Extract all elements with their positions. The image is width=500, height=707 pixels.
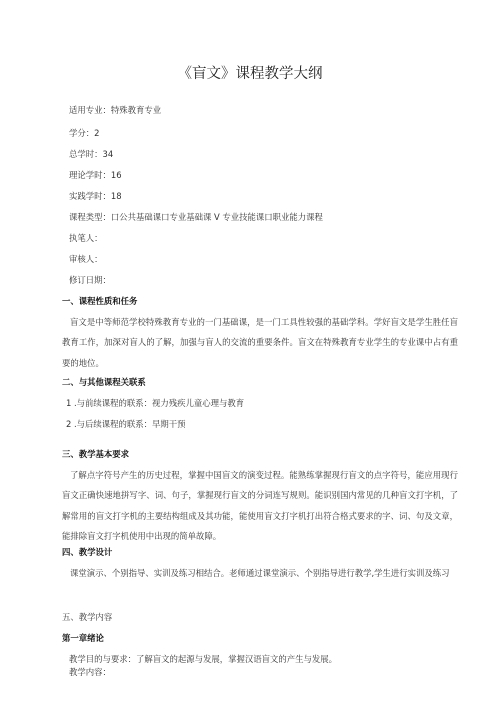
meta-author: 执笔人： (69, 233, 103, 243)
section-2-item-1: 1 .与前续课程的联系：视力残疾儿童心理与教育 (66, 398, 245, 408)
meta-theory-hours: 理论学时：16 (69, 170, 122, 180)
document-title: 《盲文》课程教学大纲 (177, 66, 323, 82)
section-4-heading: 四、教学设计 (62, 547, 113, 557)
section-1-body: 盲文是中等师范学校特殊教育专业的一门基础课，是一门工具性较强的基础学科。学好盲文是学生胜任盲教育工作，加深对盲人的了解，加强与盲人的交流的重要条件。盲文在特殊教育专业学生的专业课中占有重要的地位。 (62, 317, 458, 368)
section-4-body: 课堂演示、个别指导、实训及练习相结合。老师通过课堂演示、个别指导进行教学,学生进行实训及练习 (70, 568, 450, 578)
section-3-body: 了解点字符号产生的历史过程，掌握中国盲文的演变过程。能熟练掌握现行盲文的点字符号，能应用现行盲文正确快速地拼写字、词、句子，掌握现行盲文的分词连写规则。能识别国内常见的几种盲文打字机，了解常用的盲文打字机的主要结构组成及其功能，能使用盲文打字机打出符合格式要求的字、词、句及文章，能排除盲文打字机使用中出现的简单故障。 (62, 470, 458, 542)
section-5-heading: 五、教学内容 (62, 612, 113, 622)
section-2-heading: 二、与其他课程关联系 (62, 377, 146, 387)
meta-practice-hours: 实践学时：18 (69, 191, 122, 201)
meta-credits: 学分：2 (69, 128, 100, 138)
chapter-1-goal: 教学目的与要求：了解盲文的起源与发展，掌握汉语盲文的产生与发展。 (69, 654, 337, 664)
meta-revised: 修订日期： (69, 275, 111, 285)
meta-course-type: 课程类型：口公共基础课口专业基础课 V 专业技能课口职业能力课程 (69, 212, 323, 222)
section-3-heading: 三、教学基本要求 (62, 449, 129, 459)
section-1-heading: 一、课程性质和任务 (62, 296, 138, 306)
meta-total-hours: 总学时：34 (69, 149, 114, 159)
meta-major: 适用专业：特殊教育专业 (69, 105, 162, 115)
meta-reviewer: 审核人： (69, 254, 103, 264)
chapter-1-content: 教学内容： (69, 667, 111, 677)
section-2-item-2: 2 .与后续课程的联系：早期干预 (66, 419, 186, 429)
chapter-1-heading: 第一章绪论 (62, 633, 104, 643)
